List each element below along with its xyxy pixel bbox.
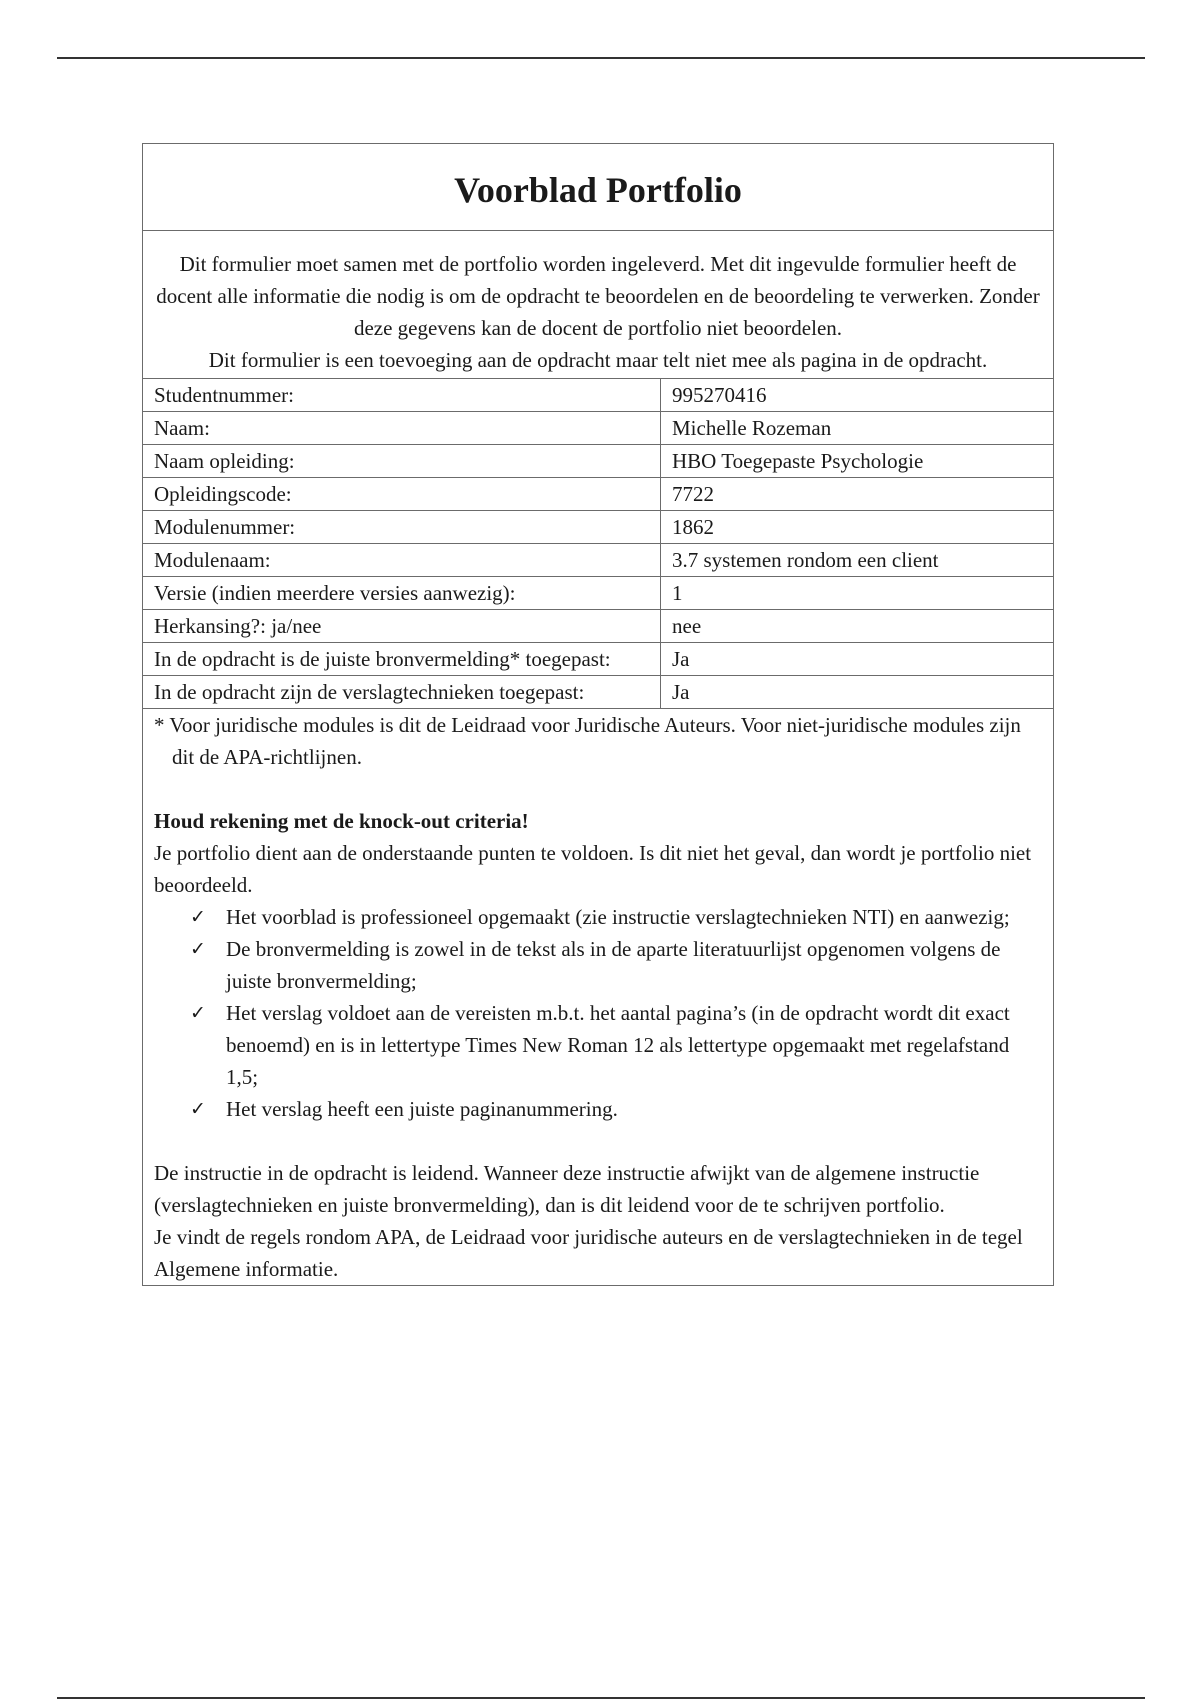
footer-rule bbox=[57, 1697, 1145, 1699]
list-item bbox=[190, 1093, 1043, 1125]
field-value: 1 bbox=[661, 577, 1054, 610]
table-row bbox=[143, 643, 1053, 676]
intro-text bbox=[143, 231, 1053, 378]
title-cell bbox=[143, 144, 1053, 231]
cover-form bbox=[142, 143, 1054, 1286]
criteria-list bbox=[154, 901, 1043, 1125]
field-label: Modulenaam: bbox=[143, 544, 661, 577]
knockout-intro: Je portfolio dient aan de onderstaande punten te voldoen. Is dit niet het geval, dan wordt je portfolio niet beoordeeld. bbox=[154, 841, 1032, 897]
field-value: Michelle Rozeman bbox=[661, 412, 1054, 445]
header-rule bbox=[57, 57, 1145, 59]
field-value: 3.7 systemen rondom een client bbox=[661, 544, 1054, 577]
table-row bbox=[143, 511, 1053, 544]
table-row bbox=[143, 544, 1053, 577]
field-label: Versie (indien meerdere versies aanwezig): bbox=[143, 577, 661, 610]
checkmark-icon: ✓ bbox=[190, 938, 206, 960]
table-row bbox=[143, 379, 1053, 412]
page-title: Voorblad Portfolio bbox=[454, 170, 742, 210]
list-item bbox=[190, 933, 1043, 997]
spacer bbox=[154, 773, 1043, 805]
student-info-table bbox=[143, 378, 1053, 708]
table-row bbox=[143, 577, 1053, 610]
knockout-heading: Houd rekening met de knock-out criteria! bbox=[154, 809, 529, 833]
criterion-text: Het verslag voldoet aan de vereisten m.b.t. het aantal pagina’s (in de opdracht wordt dit exact benoemd) en is in lettertype Times New Roman 12 als lettertype opgemaakt met regelafstand 1,5; bbox=[226, 1001, 1010, 1089]
closing-paragraph-2: Je vindt de regels rondom APA, de Leidraad voor juridische auteurs en de verslagtechnieken in de tegel Algemene informatie. bbox=[154, 1225, 1023, 1281]
field-value: Ja bbox=[661, 643, 1054, 676]
field-label: Modulenummer: bbox=[143, 511, 661, 544]
field-value: 7722 bbox=[661, 478, 1054, 511]
field-label: Naam opleiding: bbox=[143, 445, 661, 478]
field-label: Studentnummer: bbox=[143, 379, 661, 412]
intro-paragraph-2: Dit formulier is een toevoeging aan de opdracht maar telt niet mee als pagina in de opdracht. bbox=[208, 348, 988, 372]
intro-paragraph-1: Dit formulier moet samen met de portfolio worden ingeleverd. Met dit ingevulde formulier heeft de docent alle informatie die nodig is om de opdracht te beoordelen en de beoordeling te verwerken. Zonder deze gegevens kan de docent de portfolio niet beoordelen. bbox=[156, 252, 1040, 340]
table-row bbox=[143, 445, 1053, 478]
list-item bbox=[190, 997, 1043, 1093]
table-row bbox=[143, 610, 1053, 643]
criterion-text: Het voorblad is professioneel opgemaakt (zie instructie verslagtechnieken NTI) en aanwezig; bbox=[226, 905, 1010, 929]
field-value: 1862 bbox=[661, 511, 1054, 544]
field-value: 995270416 bbox=[661, 379, 1054, 412]
table-row bbox=[143, 412, 1053, 445]
field-value: nee bbox=[661, 610, 1054, 643]
footnote: * Voor juridische modules is dit de Leidraad voor Juridische Auteurs. Voor niet-juridische modules zijn dit de APA-richtlijnen. bbox=[154, 713, 1021, 769]
notes-section bbox=[143, 708, 1053, 1285]
checkmark-icon: ✓ bbox=[190, 906, 206, 928]
table-row bbox=[143, 676, 1053, 709]
field-value: Ja bbox=[661, 676, 1054, 709]
list-item bbox=[190, 901, 1043, 933]
checkmark-icon: ✓ bbox=[190, 1098, 206, 1120]
field-value: HBO Toegepaste Psychologie bbox=[661, 445, 1054, 478]
checkmark-icon: ✓ bbox=[190, 1002, 206, 1024]
criterion-text: Het verslag heeft een juiste paginanummering. bbox=[226, 1097, 618, 1121]
spacer bbox=[154, 1125, 1043, 1157]
table-row bbox=[143, 478, 1053, 511]
field-label: Herkansing?: ja/nee bbox=[143, 610, 661, 643]
field-label: Opleidingscode: bbox=[143, 478, 661, 511]
closing-paragraph-1: De instructie in de opdracht is leidend. Wanneer deze instructie afwijkt van de algemene instructie (verslagtechnieken en juiste bronvermelding), dan is dit leidend voor de te schrijven portfolio. bbox=[154, 1161, 980, 1217]
field-label: Naam: bbox=[143, 412, 661, 445]
field-label: In de opdracht zijn de verslagtechnieken toegepast: bbox=[143, 676, 661, 709]
field-label: In de opdracht is de juiste bronvermelding* toegepast: bbox=[143, 643, 661, 676]
criterion-text: De bronvermelding is zowel in de tekst als in de aparte literatuurlijst opgenomen volgens de juiste bronvermelding; bbox=[226, 937, 1001, 993]
